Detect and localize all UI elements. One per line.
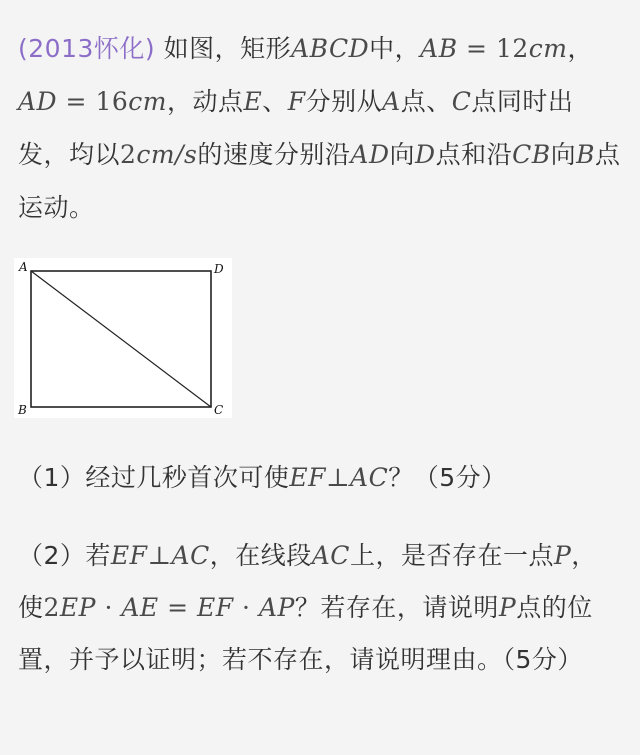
- text: 点和沿: [435, 140, 513, 169]
- math-dot: ·: [233, 593, 259, 622]
- math-ad: AD: [18, 87, 58, 116]
- question-2: [18, 530, 622, 686]
- math-dot: ·: [96, 593, 122, 622]
- vertex-label-d: D: [214, 262, 224, 276]
- math-b: B: [576, 140, 595, 169]
- text: ，使: [18, 541, 597, 622]
- source-label: (2013怀化): [18, 34, 156, 63]
- math-ab: AB: [420, 34, 458, 63]
- math-ef: EF: [289, 463, 327, 492]
- text: 如图，矩形: [155, 34, 292, 63]
- problem-statement: [18, 22, 622, 234]
- text: ，在线段: [209, 541, 312, 570]
- math-cb: CB: [512, 140, 551, 169]
- rectangle-figure: [14, 258, 232, 418]
- math-a: A: [382, 87, 401, 116]
- question-number: （2）: [18, 541, 86, 570]
- math-f: F: [287, 87, 306, 116]
- math-ap: AP: [258, 593, 295, 622]
- math-e: E: [243, 87, 263, 116]
- math-unit: cm: [528, 34, 568, 63]
- text: 上，是否存在一点: [349, 541, 554, 570]
- text: 点、: [400, 87, 452, 116]
- math-ac: AC: [311, 541, 350, 570]
- math-eq: = 12: [457, 34, 529, 63]
- math-speed-number: 2: [120, 140, 137, 169]
- math-ef: EF: [197, 593, 234, 622]
- text: ，: [567, 34, 593, 63]
- text: 分别从: [305, 87, 383, 116]
- math-abcd: ABCD: [291, 34, 370, 63]
- diagonal-ac: [31, 271, 211, 407]
- question-number: （1）: [18, 463, 86, 492]
- vertex-label-c: C: [214, 403, 224, 417]
- math-coefficient: 2: [43, 593, 60, 622]
- text: 的速度分别沿: [197, 140, 351, 169]
- math-ad: AD: [350, 140, 390, 169]
- vertex-label-b: B: [18, 403, 27, 417]
- math-unit: cm: [128, 87, 167, 116]
- text: ，动点: [166, 87, 244, 116]
- math-speed-unit: cm/s: [136, 140, 198, 169]
- math-equals: =: [158, 593, 197, 622]
- text: 中，: [369, 34, 421, 63]
- math-p: P: [498, 593, 517, 622]
- question-1: [18, 452, 622, 504]
- math-d: D: [415, 140, 436, 169]
- text: 向: [389, 140, 416, 169]
- math-ac: AC: [350, 463, 389, 492]
- text: ？（5分）: [388, 463, 507, 492]
- math-perp: ⊥: [326, 463, 351, 492]
- math-c: C: [451, 87, 472, 116]
- text: 点的位置，并予以证明；若不存在，请说明理由。（5分）: [18, 593, 593, 674]
- vertex-label-a: A: [19, 260, 28, 274]
- text: 点同时出发，均以: [18, 87, 574, 169]
- math-ae: AE: [121, 593, 159, 622]
- math-p: P: [553, 541, 572, 570]
- text: 点运动。: [18, 140, 621, 222]
- math-eq: = 16: [57, 87, 129, 116]
- math-ep: EP: [59, 593, 96, 622]
- text: 向: [550, 140, 577, 169]
- rectangle-diagram: [14, 258, 232, 418]
- text: ？若存在，请说明: [294, 593, 499, 622]
- text: 经过几秒首次可使: [85, 463, 290, 492]
- math-ac: AC: [171, 541, 210, 570]
- text: 若: [85, 541, 111, 570]
- math-ef: EF: [110, 541, 148, 570]
- text: 、: [262, 87, 288, 116]
- math-perp: ⊥: [147, 541, 172, 570]
